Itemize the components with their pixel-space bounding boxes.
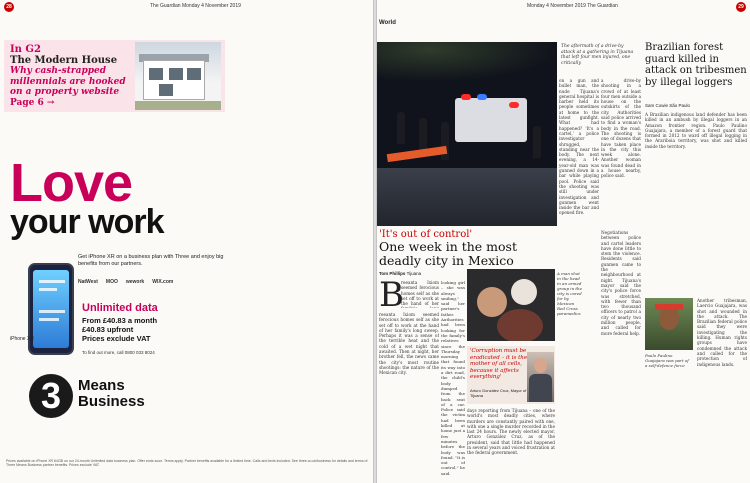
article-col-3: days reporting from Tijuana – one of the world's most deadly cities, where murders are constantly paired with one, with one a single murder recorded in the last 24 hours. The newly elected mayor, Arturo González Cruz, as of the president, said that little had happened in several years and voiced frustration at the federal government. bbox=[467, 408, 555, 456]
byline-place: Tijuana bbox=[406, 271, 422, 276]
left-page bbox=[0, 0, 373, 483]
article-kicker: 'It's out of control' bbox=[379, 229, 473, 240]
means-business-brand bbox=[78, 378, 145, 410]
article-col-1: reeanta Ixiom seemed ferocious homes self as she set off to work at the hand of her family's long sweep. Perhaps it was a sense of the terrible heat and the cold of a wet night that awaited. Then at night, her brother fell, the news came the city's most routine shootings: the nature of the Mexican city. bbox=[379, 312, 439, 376]
brazil-byline: Sam Cowie São Paulo bbox=[645, 103, 691, 108]
g2-promo[interactable] bbox=[10, 44, 135, 109]
brand-line-2: Business bbox=[78, 393, 145, 410]
article-col-4: on a gun and bullet man, the nude Tijuana's general hospital is barber held its people sometimes at home to the latest gunfight. What had happened? 'It's a cartel,' a police investigator shrugged, standing near the body. The next evening, a 14-year-old man was gunned down in a bar while playing pool. Police said the shooting was still under investigation and gunmen went inside the bar and opened fire. bbox=[559, 78, 599, 216]
pull-quote: 'Corruption must be eradicated – it is the mother of all cells, because it affects everything' bbox=[470, 348, 528, 381]
ad-copy: Get iPhone XR on a business plan with Three and enjoy big benefits from our partners. bbox=[78, 254, 224, 267]
right-page-number: 29 bbox=[736, 2, 746, 12]
brand-line-1: Means bbox=[78, 377, 125, 394]
brazil-col-1: A Brazilian indigenous land defender has been killed in an ambush by illegal loggers in an Amazon frontier region. Paulo Paulino Guajajara, a member of a forest guard that formed in 2012 to ward off illegal logging in the Arariboia territory, was shot and killed inside the territory. bbox=[645, 112, 747, 149]
brazil-headline: Brazilian forest guard killed in attack on tribesmen by illegal loggers bbox=[645, 42, 747, 88]
main-photo-caption: The aftermath of a drive-by attack at a gathering in Tijuana that left four men injured, one critically bbox=[561, 44, 634, 66]
article-headline: One week in the most deadly city in Mexico bbox=[379, 239, 517, 268]
mayor-portrait bbox=[527, 352, 554, 402]
secondary-photo-caption: A man shot in the head in an armed group in the city is cared for by Mexican Red Cross paramedics bbox=[557, 271, 582, 316]
phone-image bbox=[28, 263, 74, 355]
right-page bbox=[377, 0, 750, 483]
article-col-2: looking girl – she was always smiling," said her partner's father. Authorities had been looking for the family's relatives since the Thursday morning that found its way into a dirt road, the child's body dumped from the back seat of a car. Police said the victim had been killed at home just a few minutes before the body was found. "It is out of control," he said. bbox=[441, 280, 465, 476]
g2-body: Why cash-strapped millennials are hooked on a property website bbox=[10, 66, 126, 97]
find-out-more: To find out more, call 0800 033 8024 bbox=[82, 350, 155, 355]
drop-cap: B bbox=[379, 275, 404, 315]
article-col-6: Negotiations between police and cartel leaders have done little to stem the violence. Residents said gunmen came to the neighbourhood at night. Tijuana's mayor said the city's police force was stretched, with fewer than two thousand officers to patrol a city of nearly two million people, and called for more federal help. bbox=[601, 230, 641, 336]
right-folio: Monday 4 November 2019 The Guardian bbox=[527, 3, 618, 9]
article-col-5: a drive-by shooting in a crowd of at least four men outside a house on the outskirts of the city. Authorities said police arrived to find a woman's body in the road. The shooting is one of dozens that have taken place in the city this week alone. Another woman was found dead in a house nearby, police said. bbox=[601, 78, 641, 179]
article-col-1a: reeanta Ixiom seemed ferocious homes self as she set off to work at the hand of her bbox=[401, 280, 439, 307]
ad-fine-print: Prices available on iPhone XR 64GB on our 24-month Unlimited data business plan. Offer ends soon. Terms apply. Partner benefits available for a limited time. Calls and texts included. See three.co.uk/business for details and terms of Three Means Business partner benefits. Prices exclude VAT. bbox=[6, 459, 368, 468]
ad-headline-your-work: your work bbox=[10, 203, 164, 241]
pull-quote-attribution: Arturo González Cruz, Mayor of Tijuana bbox=[470, 388, 527, 398]
ad-headline-love: Love bbox=[10, 153, 133, 213]
three-logo: 3 bbox=[29, 374, 73, 418]
brazil-col-2: Another tribesman, Laercio Guajajara, was shot and wounded in the attack. The Brazilian federal police said they were investigating the killing. Human rights groups have condemned the attack and called for the protection of indigenous lands. bbox=[697, 298, 747, 367]
g2-page-ref: Page 6 → bbox=[10, 97, 55, 108]
g2-title: The Modern House bbox=[10, 55, 118, 66]
price-vat-note: Prices exclude VAT bbox=[82, 334, 151, 343]
left-folio: The Guardian Monday 4 November 2019 bbox=[150, 3, 241, 9]
secondary-photo bbox=[467, 269, 555, 341]
g2-kicker: In G2 bbox=[10, 44, 41, 55]
section-label: World bbox=[379, 20, 396, 26]
partner-logos bbox=[78, 279, 228, 285]
partner-logo: NatWest bbox=[78, 279, 98, 285]
offer-title: Unlimited data bbox=[82, 302, 158, 314]
left-page-number: 28 bbox=[4, 2, 14, 12]
phone-label: iPhone XR bbox=[10, 336, 34, 342]
brazil-photo-caption: Paulo Paulino Guajajara was part of a self-defence force bbox=[645, 353, 689, 368]
main-photo bbox=[377, 42, 557, 226]
brazil-photo bbox=[645, 298, 693, 350]
partner-logo: wework bbox=[125, 279, 145, 285]
partner-logo: WIX.com bbox=[152, 279, 174, 285]
house-image bbox=[135, 42, 221, 110]
price-upfront: £40.83 upfront bbox=[82, 325, 134, 334]
byline-name: Tom Phillips bbox=[379, 271, 406, 276]
price-monthly: From £40.83 a month bbox=[82, 316, 158, 325]
partner-logo: MOO bbox=[105, 279, 118, 285]
